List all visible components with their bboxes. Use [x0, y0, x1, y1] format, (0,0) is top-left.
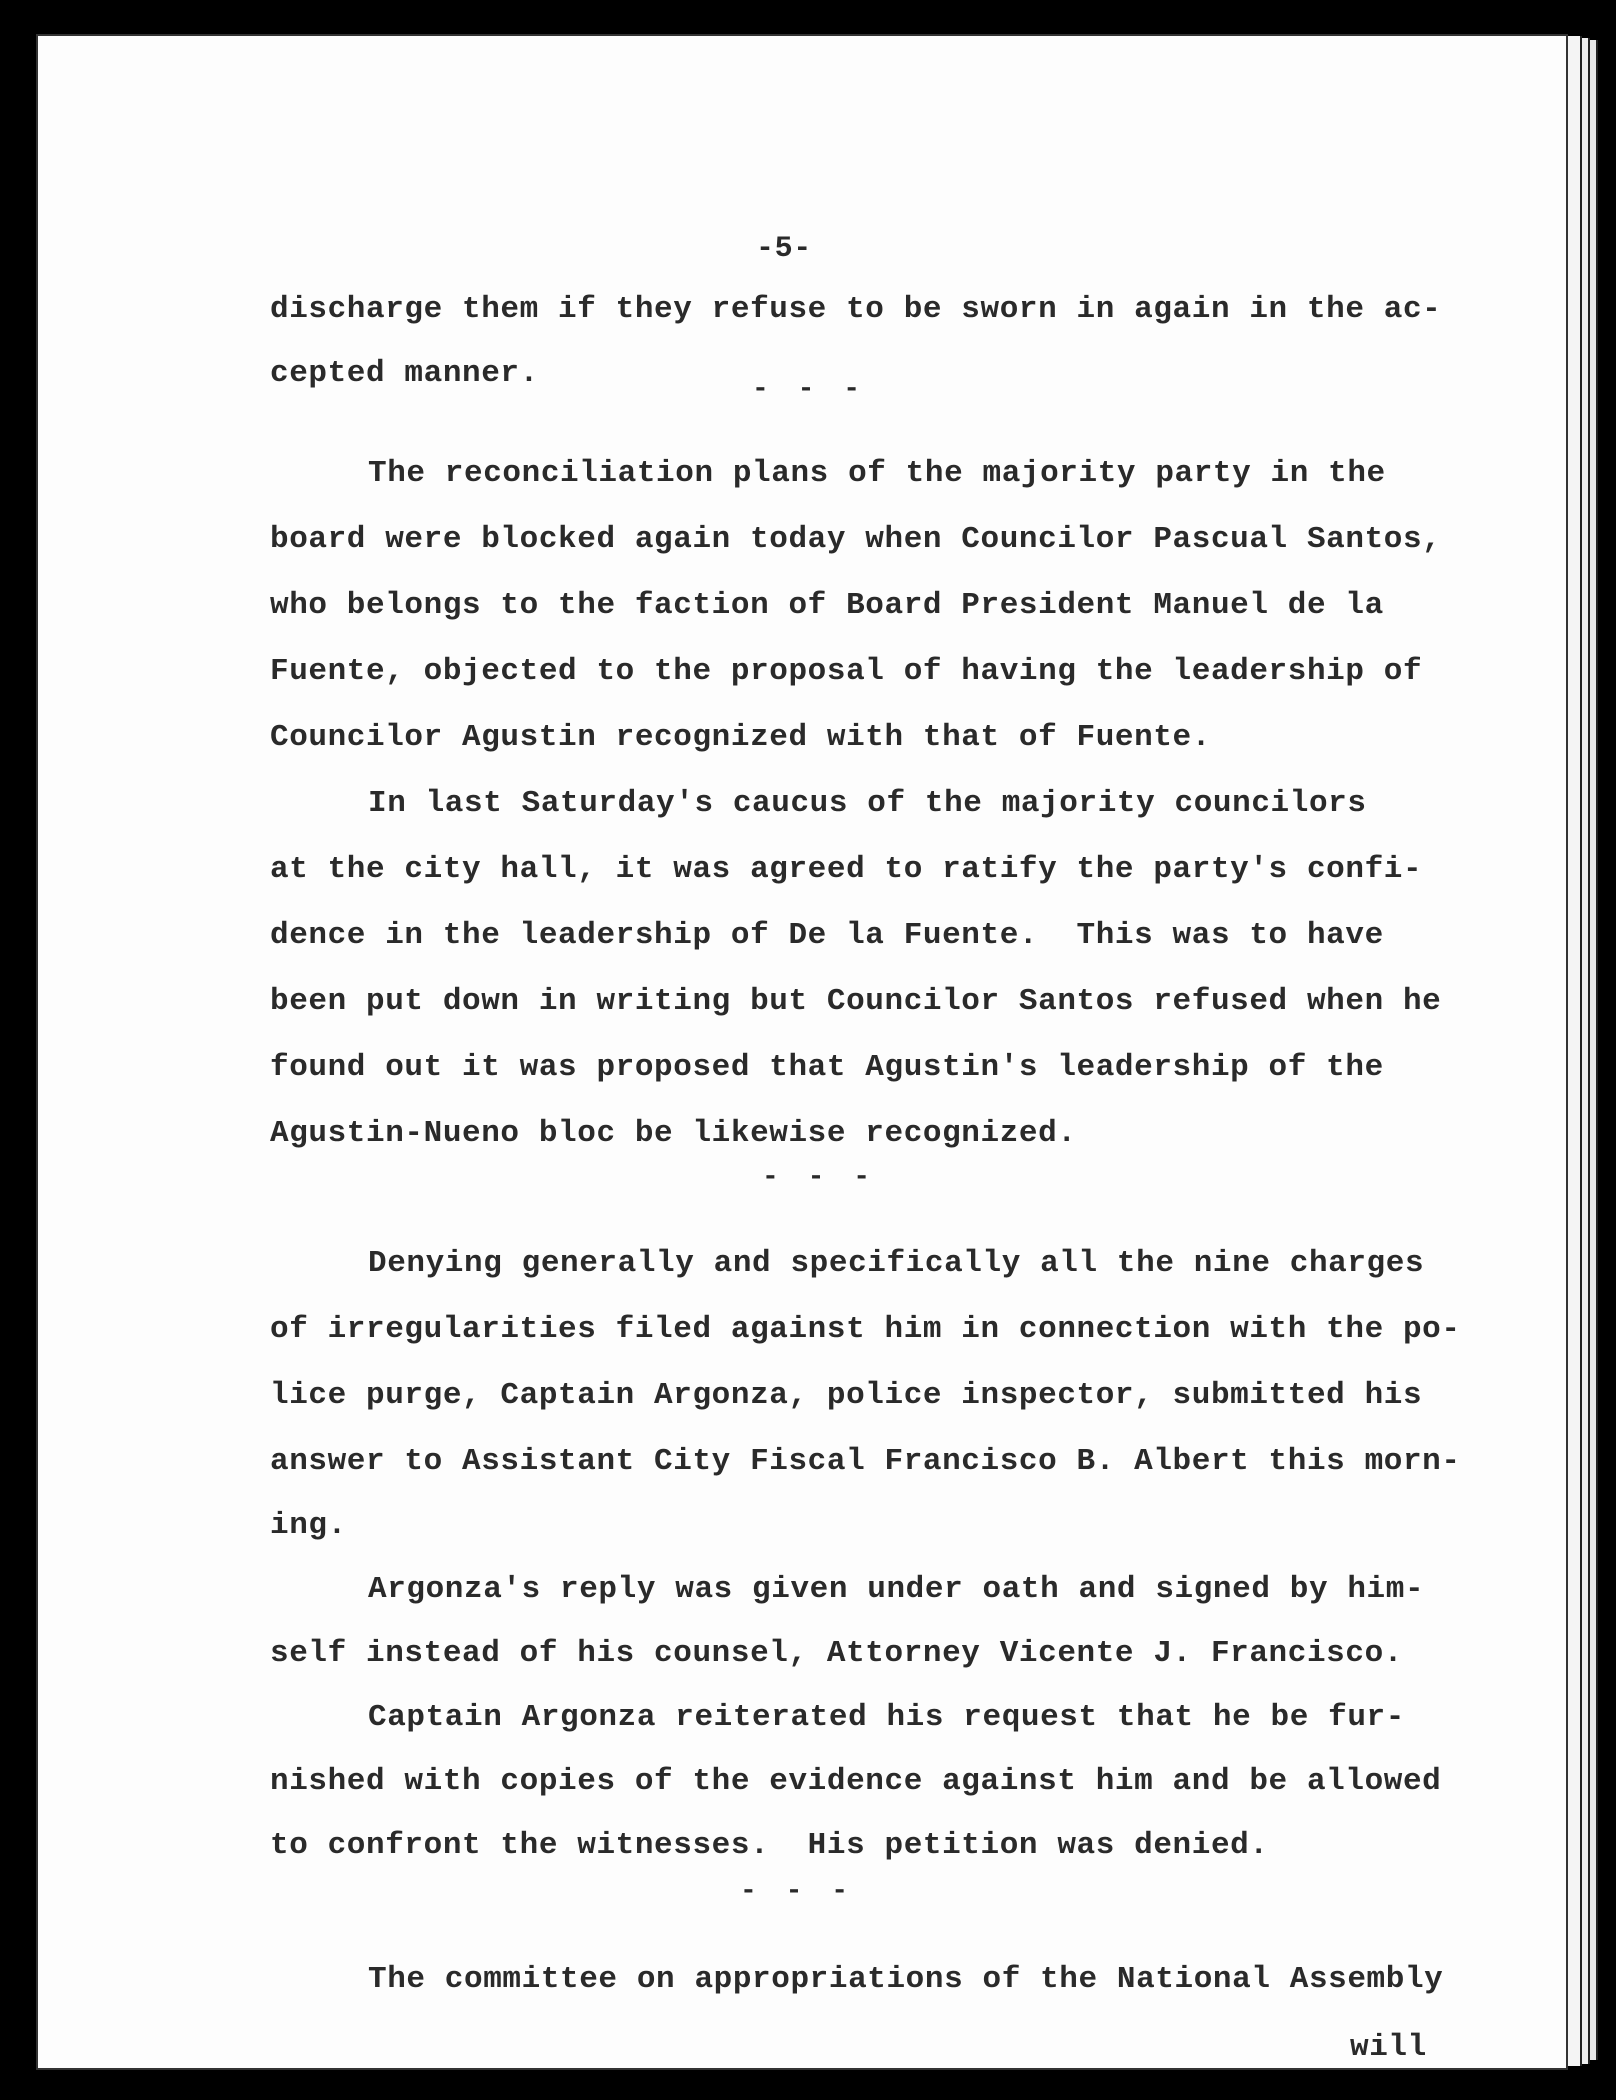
catchword: will: [1350, 2030, 1427, 2065]
text-line: Denying generally and specifically all the nine charges: [368, 1246, 1425, 1281]
text-line: In last Saturday's caucus of the majority councilors: [368, 786, 1367, 821]
typed-page: [36, 34, 1568, 2070]
page-number: -5-: [756, 232, 812, 266]
text-line: cepted manner.: [270, 356, 539, 391]
text-line: The reconciliation plans of the majority party in the: [368, 456, 1386, 491]
section-separator: - - -: [740, 1876, 855, 1907]
text-line: at the city hall, it was agreed to ratify the party's confi-: [270, 852, 1423, 887]
section-separator: - - -: [762, 1162, 877, 1193]
text-line: Argonza's reply was given under oath and signed by him-: [368, 1572, 1425, 1607]
text-line: of irregularities filed against him in connection with the po-: [270, 1312, 1461, 1347]
text-line: ing.: [270, 1508, 347, 1543]
text-line: answer to Assistant City Fiscal Francisco B. Albert this morn-: [270, 1444, 1461, 1479]
text-line: dence in the leadership of De la Fuente. This was to have: [270, 918, 1384, 953]
text-line: board were blocked again today when Councilor Pascual Santos,: [270, 522, 1442, 557]
text-line: The committee on appropriations of the National Assembly: [368, 1962, 1444, 1997]
text-line: discharge them if they refuse to be sworn in again in the ac-: [270, 292, 1442, 327]
text-line: self instead of his counsel, Attorney Vicente J. Francisco.: [270, 1636, 1403, 1671]
text-line: nished with copies of the evidence against him and be allowed: [270, 1764, 1442, 1799]
text-line: been put down in writing but Councilor Santos refused when he: [270, 984, 1442, 1019]
text-line: lice purge, Captain Argonza, police inspector, submitted his: [270, 1378, 1423, 1413]
text-line: Councilor Agustin recognized with that of Fuente.: [270, 720, 1211, 755]
text-line: found out it was proposed that Agustin's leadership of the: [270, 1050, 1384, 1085]
text-line: Captain Argonza reiterated his request that he be fur-: [368, 1700, 1405, 1735]
text-line: Fuente, objected to the proposal of having the leadership of: [270, 654, 1423, 689]
text-line: Agustin-Nueno bloc be likewise recognized.: [270, 1116, 1077, 1151]
text-line: who belongs to the faction of Board President Manuel de la: [270, 588, 1384, 623]
text-line: to confront the witnesses. His petition was denied.: [270, 1828, 1269, 1863]
section-separator: - - -: [752, 374, 867, 405]
